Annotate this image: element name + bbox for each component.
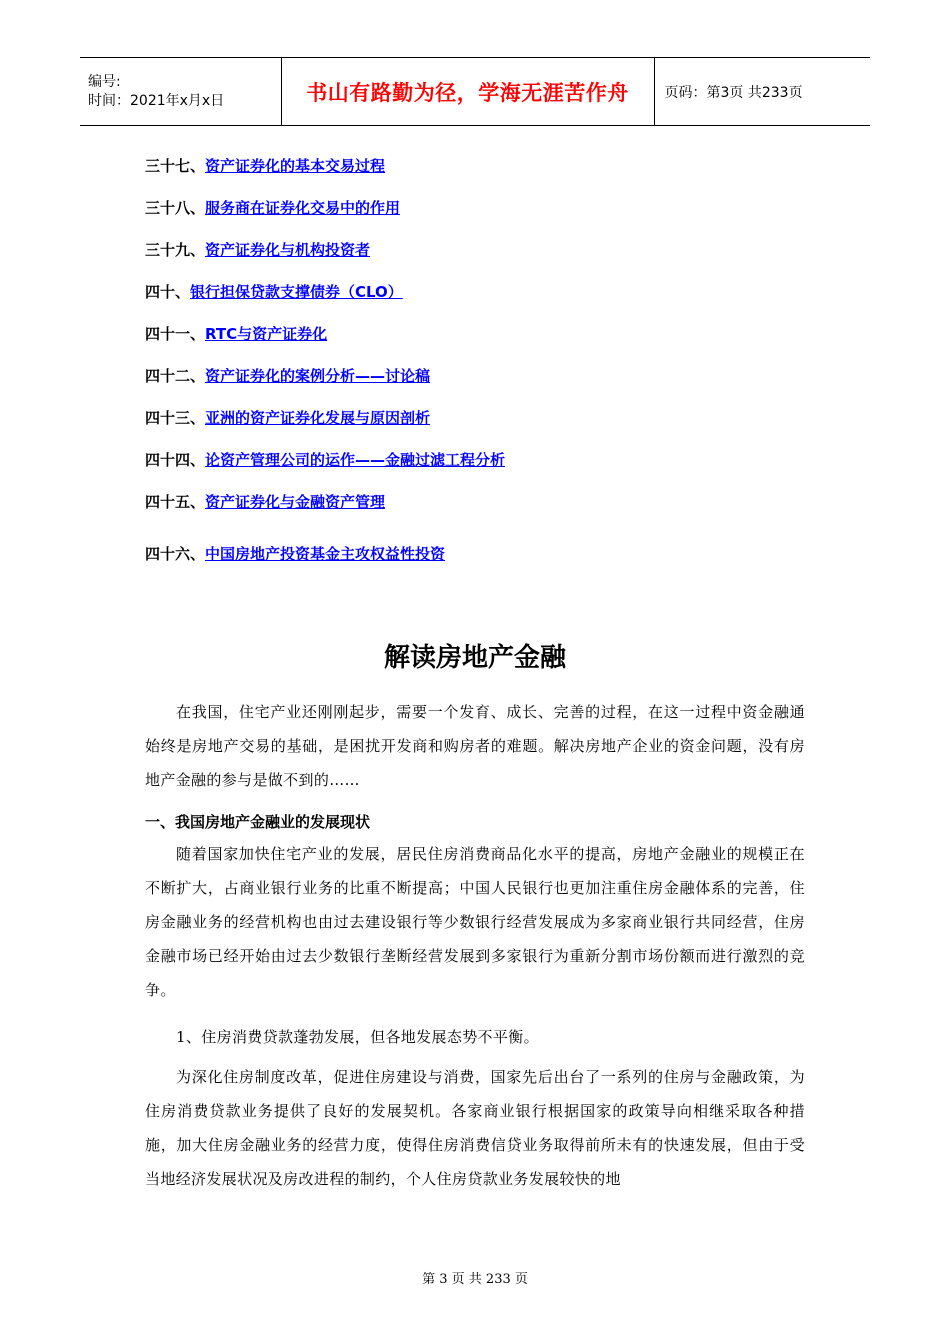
toc-item-link[interactable]: 资产证券化与金融资产管理 [205,493,386,511]
toc-item-number: 四十三、 [145,409,206,427]
toc-item-link[interactable]: 资产证券化的基本交易过程 [205,157,386,175]
body-paragraph: 随着国家加快住宅产业的发展，居民住房消费商品化水平的提高，房地产金融业的规模正在不断扩大，占商业银行业务的比重不断提高；中国人民银行也更加注重住房金融体系的完善，住房金融业务的经营机构也由过去建设银行等少数银行经营发展成为多家商业银行共同经营，住房金融市场已经开始由过去少数银行垄断经营发展到多家银行为重新分割市场份额而进行激烈的竞争。 [145,845,805,999]
toc-item [145,544,445,564]
toc-item-number: 四十五、 [145,493,206,511]
toc-item [145,408,430,428]
toc-item-link[interactable]: RTC与资产证券化 [205,325,328,343]
toc-item-number: 四十四、 [145,451,206,469]
document-number-label: 编号: [88,73,121,90]
toc-item [145,324,327,344]
intro-paragraph: 在我国，住宅产业还刚刚起步，需要一个发育、成长、完善的过程，在这一过程中资金融通始终是房地产交易的基础，是困扰开发商和购房者的难题。解决房地产企业的资金问题，没有房地产金融的参与是做不到的…… [145,703,805,789]
toc-item-link[interactable]: 资产证券化的案例分析——讨论稿 [205,367,431,385]
toc-item-link[interactable]: 银行担保贷款支撑债券（CLO） [190,283,403,301]
toc-item-number: 四十二、 [145,367,206,385]
header-meta-cell [80,58,281,126]
subpoint-heading: 1、住房消费贷款蓬勃发展，但各地发展态势不平衡。 [176,1028,539,1046]
toc-item-link[interactable]: 中国房地产投资基金主攻权益性投资 [205,545,446,563]
toc-item-link[interactable]: 论资产管理公司的运作——金融过滤工程分析 [205,451,506,469]
document-date-label: 时间：2021年x月x日 [88,92,225,109]
toc-item [145,282,403,302]
toc-item-link[interactable]: 服务商在证券化交易中的作用 [205,199,401,217]
toc-item-number: 三十九、 [145,241,206,259]
toc-item-number: 三十八、 [145,199,206,217]
toc-item [145,240,370,260]
toc-item [145,366,430,386]
toc-item-number: 三十七、 [145,157,206,175]
toc-item-link[interactable]: 亚洲的资产证券化发展与原因剖析 [205,409,431,427]
toc-item-number: 四十、 [145,283,191,301]
header-motto: 书山有路勤为径，学海无涯苦作舟 [306,80,629,105]
body-paragraph: 为深化住房制度改革，促进住房建设与消费，国家先后出台了一系列的住房与金融政策，为住房消费贷款业务提供了良好的发展契机。各家商业银行根据国家的政策导向相继采取各种措施，加大住房金融业务的经营力度，使得住房消费信贷业务取得前所未有的快速发展，但由于受当地经济发展状况及房改进程的制约，个人住房贷款业务发展较快的地 [145,1068,805,1188]
page-footer: 第 3 页 共 233 页 [422,1272,528,1287]
toc-item-number: 四十一、 [145,325,206,343]
header-page-cell [654,58,870,126]
header-motto-cell [281,58,654,126]
toc-item [145,198,400,218]
article-title: 解读房地产金融 [383,643,566,673]
toc-item-link[interactable]: 资产证券化与机构投资者 [205,241,371,259]
header-page-info: 页码：第3页 共233页 [664,84,803,101]
section-heading: 一、我国房地产金融业的发展现状 [145,813,371,831]
toc-item [145,492,385,512]
toc-item-number: 四十六、 [145,545,206,563]
page-header [80,57,870,126]
toc-item [145,450,505,470]
toc-item [145,156,385,176]
